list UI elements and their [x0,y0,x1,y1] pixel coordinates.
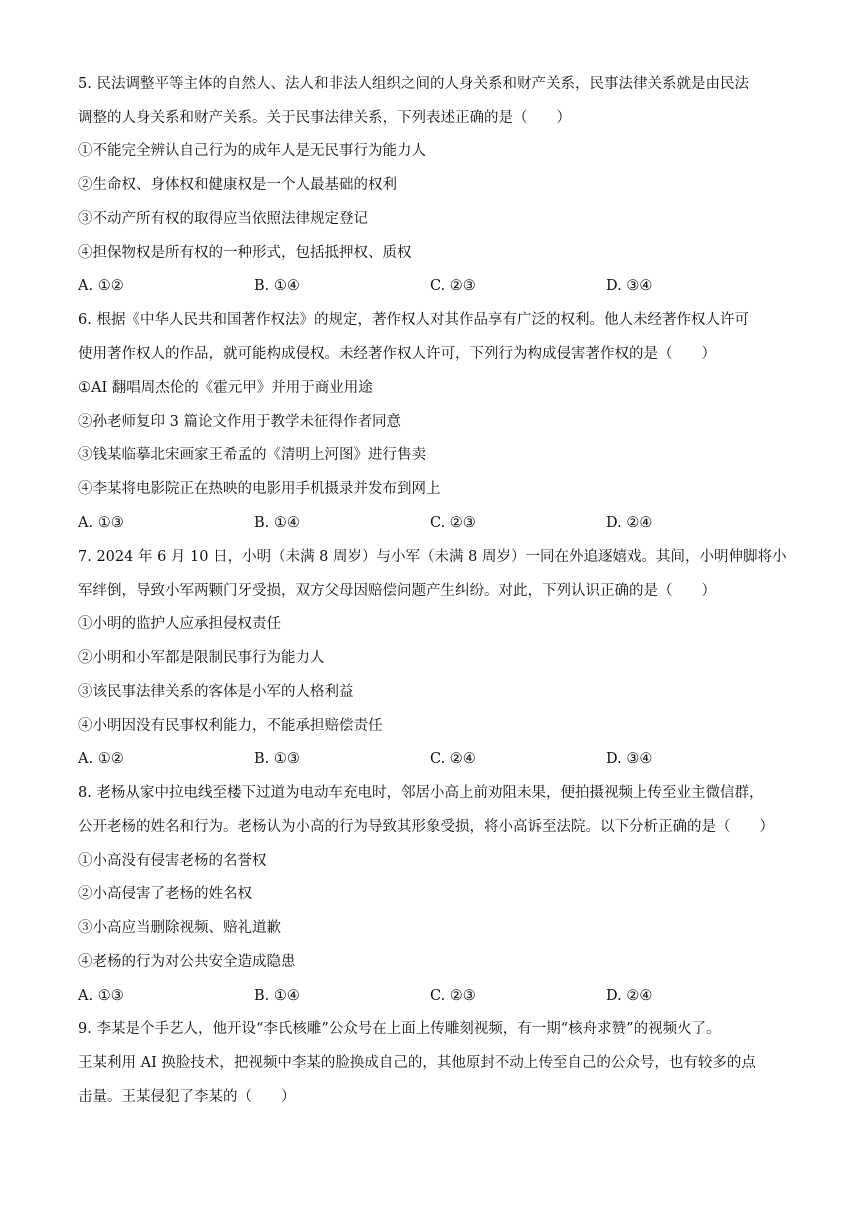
question-7-statement-4: ④小明因没有民事权利能力，不能承担赔偿责任 [78,718,383,734]
question-9-stem-line-3: 击量。王某侵犯了李某的（ ） [78,1089,296,1105]
question-7-option-c[interactable]: C. ②④ [430,751,476,767]
question-6-statement-3: ③钱某临摹北宋画家王希孟的《清明上河图》进行售卖 [78,447,426,463]
question-6-option-a[interactable]: A. ①③ [78,515,124,531]
question-5-statement-3: ③不动产所有权的取得应当依照法律规定登记 [78,211,368,227]
question-7-statement-3: ③该民事法律关系的客体是小军的人格利益 [78,684,354,700]
question-7-stem-line-2: 军绊倒，导致小军两颗门牙受损，双方父母因赔偿问题产生纠纷。对此，下列认识正确的是（ ） [78,583,716,599]
question-7-stem-line-1: 7. 2024 年 6 月 10 日，小明（未满 8 周岁）与小军（未满 8 周岁）一同在外追逐嬉戏。其间，小明伸脚将小 [78,549,787,565]
question-5-statement-2: ②生命权、身体权和健康权是一个人最基础的权利 [78,177,397,193]
question-7-statement-1: ①小明的监护人应承担侵权责任 [78,616,281,632]
question-7-options [78,749,798,769]
question-5-option-b[interactable]: B. ①④ [254,278,300,294]
question-7-statement-2: ②小明和小军都是限制民事行为能力人 [78,650,325,666]
question-6-option-d[interactable]: D. ②④ [606,515,653,531]
question-6-statement-2: ②孙老师复印 3 篇论文作用于教学未征得作者同意 [78,414,401,430]
question-7-option-d[interactable]: D. ③④ [606,751,653,767]
question-6-statement-4: ④李某将电影院正在热映的电影用手机摄录并发布到网上 [78,481,441,497]
question-6-option-b[interactable]: B. ①④ [254,515,300,531]
question-6-stem-line-1: 6. 根据《中华人民共和国著作权法》的规定，著作权人对其作品享有广泛的权利。他人未经著作权人许可 [78,312,749,328]
question-8-option-c[interactable]: C. ②③ [430,988,476,1004]
question-5-option-d[interactable]: D. ③④ [606,278,653,294]
question-5-stem-line-2: 调整的人身关系和财产关系。关于民事法律关系，下列表述正确的是（ ） [78,110,571,126]
question-9-stem-line-2: 王某利用 AI 换脸技术，把视频中李某的脸换成自己的，其他原封不动上传至自己的公众号，也有较多的点 [78,1055,756,1071]
question-5-statement-1: ①不能完全辨认自己行为的成年人是无民事行为能力人 [78,143,426,159]
question-8-option-d[interactable]: D. ②④ [606,988,653,1004]
question-8-option-b[interactable]: B. ①④ [254,988,300,1004]
question-5-statement-4: ④担保物权是所有权的一种形式，包括抵押权、质权 [78,245,412,261]
question-7-option-a[interactable]: A. ①② [78,751,124,767]
question-8-statement-4: ④老杨的行为对公共安全造成隐患 [78,954,296,970]
question-8-statement-3: ③小高应当删除视频、赔礼道歉 [78,920,281,936]
question-6-options [78,513,798,533]
question-6-option-c[interactable]: C. ②③ [430,515,476,531]
question-8-option-a[interactable]: A. ①③ [78,988,124,1004]
question-8-stem-line-1: 8. 老杨从家中拉电线至楼下过道为电动车充电时，邻居小高上前劝阻未果，便拍摄视频上传至业主微信群， [78,785,764,801]
question-6-stem-line-2: 使用著作权人的作品，就可能构成侵权。未经著作权人许可，下列行为构成侵害著作权的是（ ） [78,346,716,362]
question-5-option-c[interactable]: C. ②③ [430,278,476,294]
question-8-statement-2: ②小高侵害了老杨的姓名权 [78,886,252,902]
question-5-options [78,276,798,296]
question-7-option-b[interactable]: B. ①③ [254,751,300,767]
question-8-statement-1: ①小高没有侵害老杨的名誉权 [78,853,267,869]
question-8-options [78,986,798,1006]
question-5-stem-line-1: 5. 民法调整平等主体的自然人、法人和非法人组织之间的人身关系和财产关系，民事法律关系就是由民法 [78,76,749,92]
question-9-stem-line-1: 9. 李某是个手艺人，他开设“李氏核雕”公众号在上面上传雕刻视频，有一期“核舟求赞”的视频火了。 [78,1021,721,1037]
question-5-option-a[interactable]: A. ①② [78,278,124,294]
question-8-stem-line-2: 公开老杨的姓名和行为。老杨认为小高的行为导致其形象受损，将小高诉至法院。以下分析正确的是（ ） [78,819,774,835]
question-6-statement-1: ①AI 翻唱周杰伦的《霍元甲》并用于商业用途 [78,380,373,396]
